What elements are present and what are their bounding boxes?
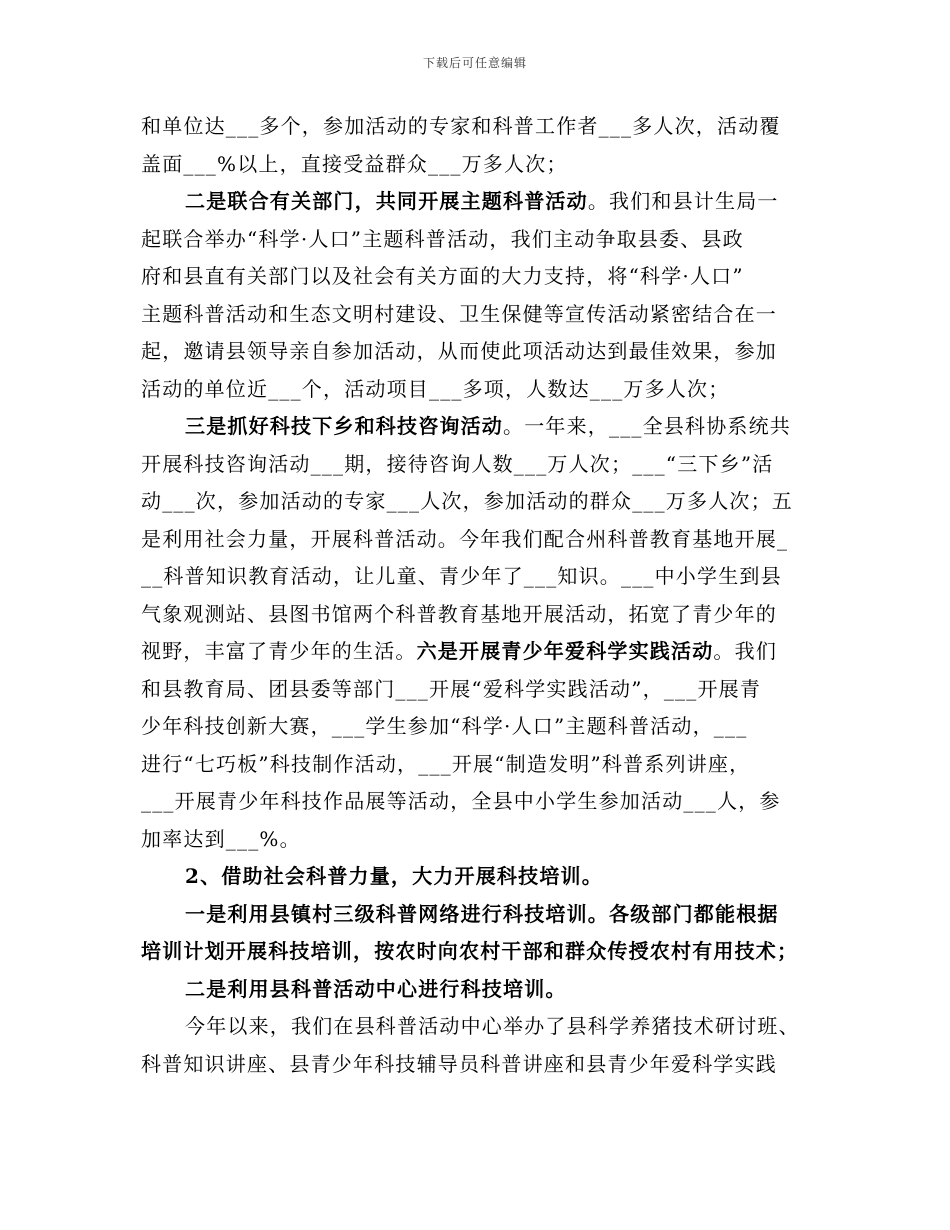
text-line — [141, 1046, 821, 1084]
text-run: 和县教育局、团县委等部门___开展“爱科学实践活动”，___开展青 — [141, 676, 762, 701]
bold-text-run: 二是联合有关部门，共同开展主题科普活动 — [185, 189, 588, 213]
document-body — [141, 108, 821, 1083]
text-line — [141, 408, 821, 446]
bold-text-run: 二是利用县科普活动中心进行科技培训。 — [185, 976, 567, 1001]
text-run: 科普知识讲座、县青少年科技辅导员科普讲座和县青少年爱科学实践 — [141, 1051, 777, 1076]
text-line — [141, 258, 821, 296]
text-run: 动___次，参加活动的专家___人次，参加活动的群众___万多人次；五 — [141, 489, 793, 513]
page-header: 下载后可任意编辑 — [422, 56, 527, 70]
text-run: 少年科技创新大赛，___学生参加“科学·人口”主题科普活动，___ — [141, 714, 748, 738]
text-line — [141, 596, 821, 634]
bold-text-run: 六是开展青少年爱科学实践活动 — [416, 639, 714, 663]
text-run: 盖面___%以上，直接受益群众___万多人次； — [141, 151, 568, 176]
text-line — [141, 108, 821, 146]
text-run: 主题科普活动和生态文明村建设、卫生保健等宣传活动紧密结合在一 — [141, 301, 777, 326]
text-run: 气象观测站、县图书馆两个科普教育基地开展活动，拓宽了青少年的 — [141, 601, 777, 626]
text-line — [141, 183, 821, 221]
text-run: 加率达到___%。 — [141, 826, 301, 851]
text-run: ___开展青少年科技作品展等活动，全县中小学生参加活动___人，参 — [141, 789, 781, 813]
text-run: 起，邀请县领导亲自参加活动，从而使此项活动达到最佳效果，参加 — [141, 339, 777, 363]
text-line — [141, 671, 821, 709]
text-line — [141, 221, 821, 259]
text-line — [141, 821, 821, 859]
text-line — [141, 708, 821, 746]
text-run: 和单位达___多个，参加活动的专家和科普工作者___多人次，活动覆 — [141, 114, 781, 138]
text-line — [141, 933, 821, 971]
text-run: 开展科技咨询活动___期，接待咨询人数___万人次；___“三下乡”活 — [141, 451, 774, 476]
text-line — [141, 558, 821, 596]
text-line — [141, 521, 821, 559]
text-run: 府和县直有关部门以及社会有关方面的大力支持，将“科学·人口” — [141, 264, 744, 288]
text-line — [141, 446, 821, 484]
text-line — [141, 333, 821, 371]
text-line — [141, 971, 821, 1009]
text-run: 。一年来，___全县科协系统共 — [503, 414, 791, 438]
text-run: 。我们和县计生局一 — [587, 189, 779, 213]
text-line — [141, 483, 821, 521]
text-run: 起联合举办“科学·人口”主题科普活动，我们主动争取县委、县政 — [141, 226, 744, 251]
bold-text-run: 一是利用县镇村三级科普网络进行科技培训。各级部门都能根据 — [185, 901, 779, 926]
bold-text-run: 培训计划开展科技培训，按农时向农村干部和群众传授农村有用技术； — [141, 939, 799, 963]
text-line — [141, 896, 821, 934]
text-run: 今年以来，我们在县科普活动中心举办了县科学养猪技术研讨班、 — [185, 1014, 800, 1038]
text-run: 活动的单位近___个，活动项目___多项，人数达___万多人次； — [141, 376, 730, 401]
bold-text-run: 三是抓好科技下乡和科技咨询活动 — [185, 414, 503, 438]
text-line — [141, 858, 821, 896]
text-run: 是利用社会力量，开展科普活动。今年我们配合州科普教育基地开展_ — [141, 526, 789, 551]
text-line — [141, 371, 821, 409]
text-line — [141, 633, 821, 671]
text-line — [141, 783, 821, 821]
text-line — [141, 296, 821, 334]
text-run: 。我们 — [713, 639, 778, 663]
text-line — [141, 1008, 821, 1046]
text-run: __科普知识教育活动，让儿童、青少年了___知识。___中小学生到县 — [141, 564, 782, 588]
bold-text-run: 2、借助社会科普力量，大力开展科技培训。 — [185, 864, 603, 888]
text-run: 视野，丰富了青少年的生活。 — [141, 639, 417, 663]
text-run: 进行“七巧板”科技制作活动，___开展“制造发明”科普系列讲座， — [141, 751, 751, 776]
text-line — [141, 746, 821, 784]
text-line — [141, 146, 821, 184]
